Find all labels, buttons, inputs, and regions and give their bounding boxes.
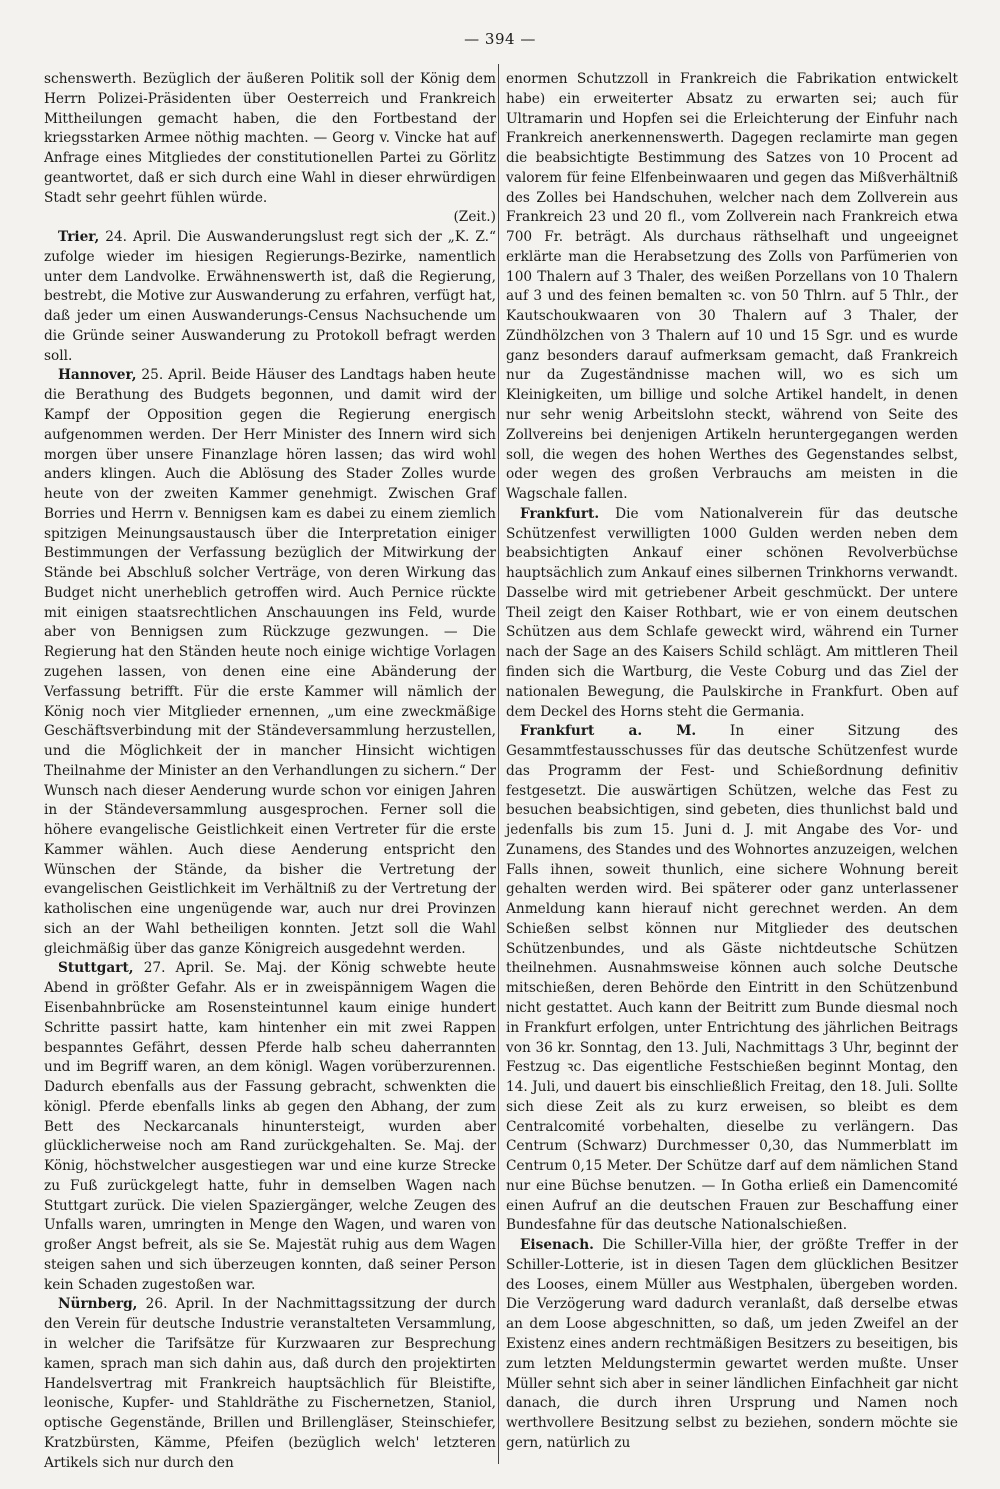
article-text: 24. April. Die Auswanderungslust regt sich der „K. Z.“ zufolge wieder im hiesigen Regierungs-Bezirke, namentlich unter dem Landvolke. Erwähnenswerth ist, daß die Regierung, bestrebt, die Motive zur Auswanderung zu erfahren, verfügt hat, daß jeder um einen Auswanderungs-Census Nachsuchende um die Gründe seiner Auswanderung zu Protokoll befragt werden soll. — [44, 229, 496, 364]
column-divider — [498, 64, 499, 1464]
article-paragraph — [44, 70, 496, 208]
dateline-place: Frankfurt a. M. — [520, 723, 697, 740]
left-column — [44, 70, 496, 1473]
dateline-place: Eisenach. — [520, 1237, 594, 1254]
article-paragraph — [506, 70, 958, 505]
article-paragraph — [506, 505, 958, 722]
dateline-place: Trier, — [58, 229, 100, 246]
dateline-place: Hannover, — [58, 367, 137, 384]
article-text: Die Schiller-Villa hier, der größte Treffer in der Schiller-Lotterie, ist in diesen Tagen dem glücklichen Besitzer des Looses, einem Müller aus Westphalen, übergeben worden. Die Verzögerung ward dadurch veranlaßt, daß derselbe etwas an dem Loose abgeschnitten, so daß, um jeden Zweifel an der Existenz eines andern rechtmäßigen Besitzers zu beseitigen, bis zum letzten Meldungstermin gewartet werden mußte. Unser Müller sehnt sich aber in seiner ländlichen Einfachheit gar nicht danach, die durch ihren Ursprung und Namen noch werthvollere Besitzung selbst zu beziehen, sondern möchte sie gern, natürlich zu — [506, 1237, 958, 1451]
page-number: — 394 — — [464, 30, 536, 48]
article-text: schenswerth. Bezüglich der äußeren Politik soll der König dem Herrn Polizei-Präsidenten über Oesterreich und Frankreich Mittheilungen gemacht haben, die den Fortbestand der kriegsstarken Armee nöthig machten. — Georg v. Vincke hat auf Anfrage eines Mitgliedes der constitutionellen Partei zu Görlitz geantwortet, daß er sich durch eine Wahl in dieser ehrwürdigen Stadt sehr geehrt fühlen würde. — [44, 71, 496, 206]
right-column — [506, 70, 958, 1454]
dateline-place: Frankfurt. — [520, 505, 600, 522]
article-paragraph — [44, 228, 496, 366]
article-text: enormen Schutzzoll in Frankreich die Fabrikation entwickelt habe) ein erweiterter Absatz zu erwarten sei; auch für Ultramarin und Hopfen sei die Erleichterung der Einfuhr nach Frankreich anerkennenswerth. Dagegen reclamirte man gegen die beabsichtigte Bestimmung des Satzes von 10 Procent ad valorem für feine Elfenbeinwaaren und gegen das Mißverhältniß des Zolles bei Handschuhen, welcher nach dem Zollverein aus Frankreich 23 und 20 fl., vom Zollverein nach Frankreich etwa 700 Fr. beträgt. Als durchaus räthselhaft und ungeeignet erklärte man die Herabsetzung des Zolls von Parfümerien von 100 Thalern auf 3 Thaler, des weißen Porzellans von 10 Thalern auf 3 und des feinen bemalten ꝛc. von 50 Thlrn. auf 5 Thlr., der Kautschoukwaaren von 30 Thalern auf 3 Thaler, der Zündhölzchen von 3 Thalern auf 10 und 15 Sgr. und es wurde ganz besonders darauf aufmerksam gemacht, daß Frankreich nur da Zugeständnisse machen will, wo es sich um Kleinigkeiten, um billige und solche Artikel handelt, in denen nur sehr wenig Arbeitslohn steckt, während von Seite des Zollvereins bei denjenigen Artikeln heruntergegangen werden soll, die wegen des hohen Werthes des Gegenstandes selbst, oder wegen des großen Verbrauchs am meisten in die Wagschale fallen. — [506, 71, 958, 503]
article-text: 25. April. Beide Häuser des Landtags haben heute die Berathung des Budgets begonnen, und damit wird der Kampf der Opposition gegen die Regierung energisch aufgenommen werden. Der Herr Minister des Innern wird sich morgen über unsere Finanzlage hören lassen; das wird wohl anders klingen. Auch die Ablösung des Stader Zolles wurde heute von der zweiten Kammer genehmigt. Zwischen Graf Borries und Herrn v. Bennigsen kam es dabei zu einem ziemlich spitzigen Meinungsaustausch über die Interpretation einiger Bestimmungen der Verfassung bezüglich der Mitwirkung der Stände bei Abschluß solcher Verträge, von deren Wirkung das Budget nicht unerheblich getroffen wird. Auch Pernice rückte mit einigen staatsrechtlichen Anschauungen ins Feld, wurde aber von Bennigsen zum Rückzuge gezwungen. — Die Regierung hat den Ständen heute noch einige wichtige Vorlagen zugehen lassen, von denen eine eine Abänderung der Verfassung betrifft. Für die erste Kammer will nämlich der König noch vier Mitglieder ernennen, „um eine zweckmäßige Geschäftsverbindung mit der Ständeversammlung herzustellen, und die Möglichkeit der in mancher Hinsicht wichtigen Theilnahme der Minister an den Verhandlungen zu sichern.“ Der Wunsch nach dieser Aenderung wurde schon vor einigen Jahren in der Ständeversammlung ausgesprochen. Ferner soll die höhere evangelische Geistlichkeit einen Vertreter für die erste Kammer wählen. Auch diese Aenderung entspricht den Wünschen der Stände, da bisher die Vertretung der evangelischen Geistlichkeit im Verhältniß zu der Vertretung der katholischen eine ungenügende war, auch nur drei Provinzen sich an der Wahl betheiligen konnten. Jetzt soll die Wahl gleichmäßig über das ganze Königreich ausgedehnt werden. — [44, 367, 496, 957]
article-text: In einer Sitzung des Gesammtfestausschusses für das deutsche Schützenfest wurde das Programm der Fest- und Schießordnung definitiv festgesetzt. Die auswärtigen Schützen, welche das Fest zu besuchen beabsichtigen, sind gebeten, dies thunlichst bald und jedenfalls bis zum 15. Juni d. J. mit Angabe des Vor- und Zunamens, des Standes und des Wohnortes anzuzeigen, welchen Falls ihnen, soweit thunlich, eine sichere Wohnung bereit gehalten werden wird. Bei späterer oder ganz unterlassener Anmeldung kann hierauf nicht gerechnet werden. An dem Schießen selbst können nur Mitglieder des deutschen Schützenbundes, und als Gäste nichtdeutsche Schützen theilnehmen. Ausnahmsweise können auch solche Deutsche mitschießen, deren Behörde den Eintritt in den Schützenbund nicht gestattet. Auch kann der Beitritt zum Bunde diesmal noch in Frankfurt erfolgen, unter Entrichtung des jährlichen Beitrags von 36 kr. Sonntag, den 13. Juli, Nachmittags 3 Uhr, beginnt der Festzug ꝛc. Das eigentliche Festschießen beginnt Montag, den 14. Juli, und dauert bis einschließlich Freitag, den 18. Juli. Sollte sich diese Zeit als zu kurz erweisen, so bleibt es dem Centralcomité vorbehalten, dieselbe zu verlängern. Das Centrum (Schwarz) Durchmesser 0,30, das Nummerblatt im Centrum 0,15 Meter. Der Schütze darf auf dem nämlichen Stand nur eine Büchse benutzen. — In Gotha erließ ein Damencomité einen Aufruf an die deutschen Frauen zur Beschaffung einer Bundesfahne für das deutsche Nationalschießen. — [506, 723, 958, 1234]
article-paragraph — [506, 722, 958, 1236]
dateline-place: Stuttgart, — [58, 960, 134, 977]
article-paragraph — [44, 1295, 496, 1473]
article-text: 27. April. Se. Maj. der König schwebte heute Abend in größter Gefahr. Als er in zweispännigem Wagen die Eisenbahnbrücke am Rosensteintunnel kaum einige hundert Schritte passirt hatte, kam hintenher ein mit zwei Rappen bespanntes Gefährt, dessen Pferde halb scheu daherrannten und im Begriff waren, an dem königl. Wagen vorüberzurennen. Dadurch ebenfalls aus der Fassung gebracht, schwenkten die königl. Pferde ebenfalls links ab gegen den Abhang, der zum Bett des Neckarcanals hinuntersteigt, wurden aber glücklicherweise noch am Rand zurückgehalten. Se. Maj. der König, höchstwelcher ausgestiegen war und eine kurze Strecke zu Fuß zurückgelegt hatte, fuhr in demselben Wagen nach Stuttgart zurück. Die vielen Spaziergänger, welche Zeugen des Unfalls waren, umringten in Menge den Wagen, und waren von großer Angst befreit, als sie Se. Majestät ruhig aus dem Wagen steigen sahen und sich überzeugen konnten, daß seiner Person kein Schaden zugestoßen war. — [44, 960, 496, 1293]
article-paragraph — [506, 1236, 958, 1453]
article-text: Die vom Nationalverein für das deutsche Schützenfest verwilligten 1000 Gulden werden neben dem beabsichtigten Ankauf einer schönen Revolverbüchse hauptsächlich zum Ankauf eines silbernen Trinkhorns verwandt. Dasselbe wird mit getriebener Arbeit geschmückt. Der untere Theil zeigt den Kaiser Rothbart, wie er von einem deutschen Schützen aus dem Schlafe geweckt wird, während ein Turner nach der Sage an des Kaisers Schild schlägt. Am mittleren Theil finden sich die Wartburg, die Veste Coburg und das Ziel der nationalen Bewegung, die Paulskirche in Frankfurt. Oben auf dem Deckel des Horns steht die Germania. — [506, 505, 958, 720]
dateline-place: Nürnberg, — [58, 1296, 138, 1313]
article-paragraph — [44, 366, 496, 959]
article-text: (Zeit.) — [453, 209, 496, 226]
article-text: 26. April. In der Nachmittagssitzung der durch den Verein für deutsche Industrie veranstalteten Versammlung, in welcher die Tarifsätze für Kurzwaaren zur Besprechung kamen, sprach man sich dahin aus, daß durch den projektirten Handelsvertrag mit Frankreich hauptsächlich für Bleistifte, leonische, Kupfer- und Stahldräthe zu Fischernetzen, Staniol, optische Gegenstände, Brillen und Brillengläser, Steinschiefer, Kratzbürsten, Kämme, Pfeifen (bezüglich welch' letzteren Artikels sich nur durch den — [44, 1296, 496, 1471]
article-paragraph — [44, 208, 496, 228]
article-paragraph — [44, 959, 496, 1295]
